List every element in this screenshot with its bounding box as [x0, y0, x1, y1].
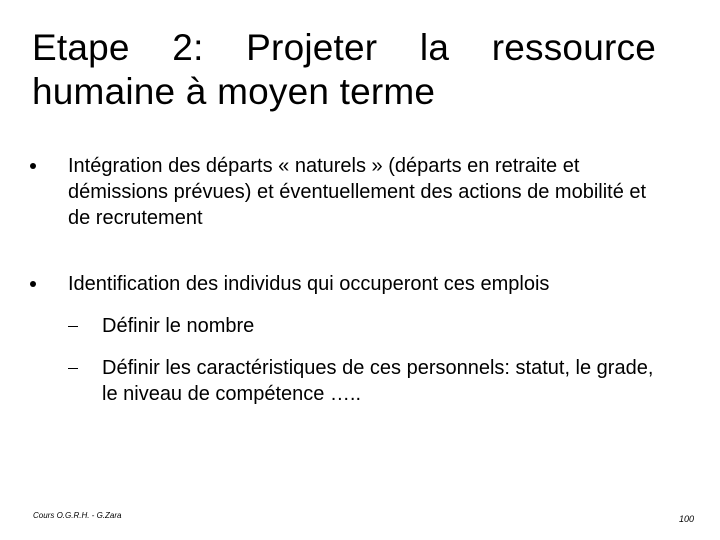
bullet-text: Intégration des départs « naturels » (départs en retraite et démissions prévues) et éventuellement des actions de mobilité et de recrutement — [68, 155, 647, 229]
bullet-item — [30, 153, 670, 231]
sub-bullet-text: Définir le nombre — [102, 315, 255, 337]
bullet-item — [30, 271, 670, 407]
slide-title — [32, 26, 656, 114]
bullet-dot-icon — [30, 163, 36, 169]
sub-bullet-list — [68, 313, 670, 407]
page-number: 100 — [678, 514, 694, 524]
sub-bullet-item — [68, 355, 670, 407]
sub-bullet-item — [68, 313, 670, 339]
dash-icon — [68, 326, 78, 327]
bullet-text: Identification des individus qui occuperont ces emplois — [68, 273, 550, 295]
dash-icon — [68, 368, 78, 369]
bullet-dot-icon — [30, 281, 36, 287]
title-line-2: humaine à moyen terme — [32, 71, 436, 112]
bullet-list — [30, 153, 670, 407]
title-line-1: Etape 2: Projeter la ressource — [32, 27, 656, 68]
sub-bullet-text: Définir les caractéristiques de ces personnels: statut, le grade, le niveau de compétence ….. — [102, 357, 654, 405]
footer-credit: Cours O.G.R.H. - G.Zara — [33, 511, 122, 520]
